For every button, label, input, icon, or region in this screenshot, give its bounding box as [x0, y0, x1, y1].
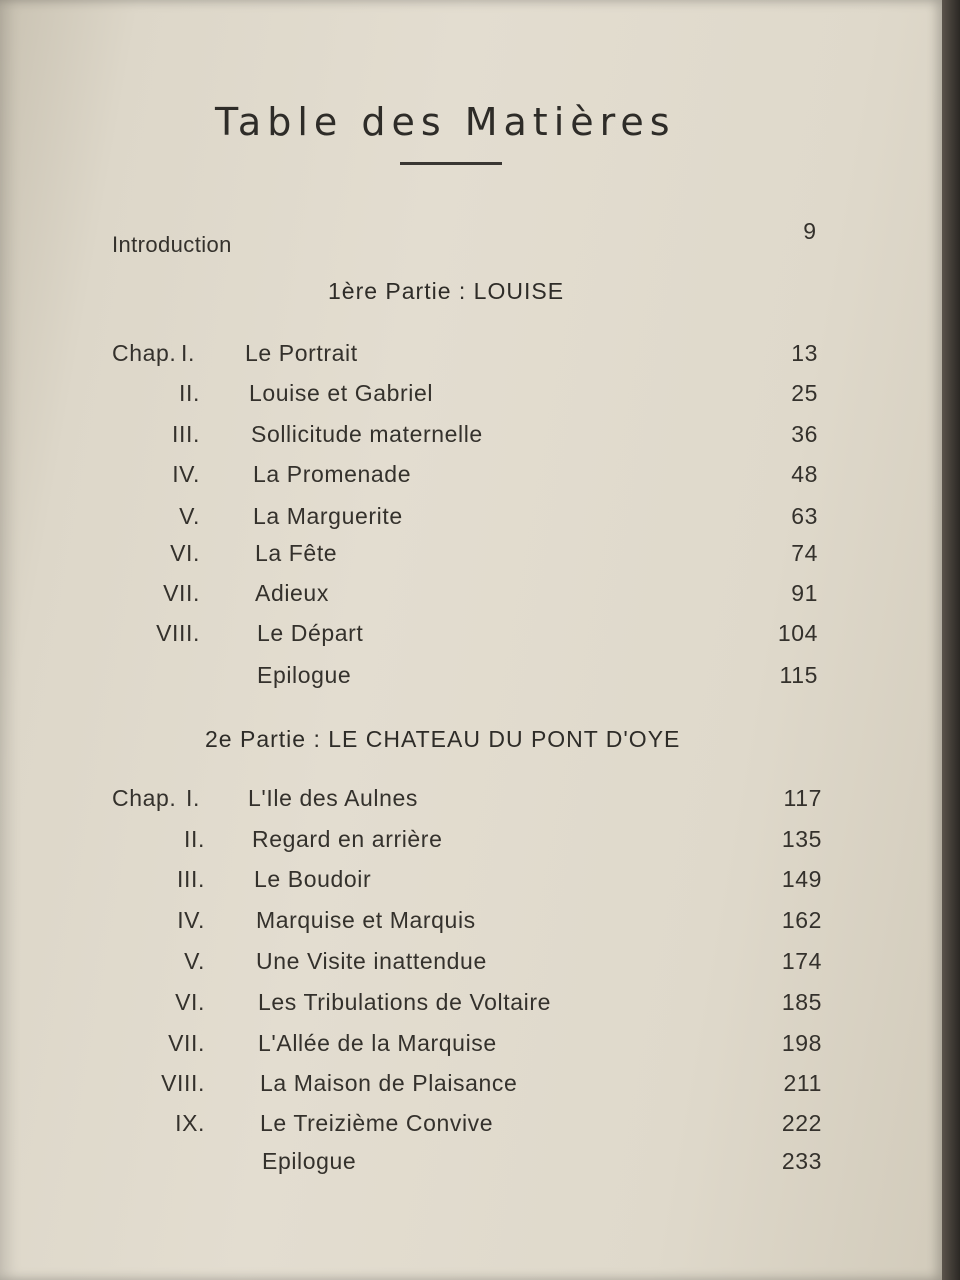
page-number: 48 — [791, 461, 818, 487]
chapter-number: V. — [179, 503, 200, 529]
page-number: 117 — [783, 785, 822, 811]
toc-entry — [0, 380, 942, 410]
toc-entry — [0, 503, 942, 533]
chapter-title: Adieux — [255, 580, 329, 606]
page-number: 104 — [777, 620, 818, 646]
toc-entry — [0, 1148, 942, 1178]
toc-entry — [0, 826, 942, 856]
chapter-title: Le Portrait — [245, 340, 358, 366]
page-number: 13 — [791, 340, 818, 366]
part-2-heading: 2e Partie : LE CHATEAU DU PONT D'OYE — [205, 726, 681, 752]
chapter-number: VIII. — [156, 620, 200, 646]
toc-entry — [0, 421, 942, 451]
chapter-number: VII. — [168, 1030, 205, 1056]
chapter-number: VII. — [163, 580, 200, 606]
toc-entry — [0, 461, 942, 491]
chapter-prefix: Chap. — [112, 785, 177, 811]
page-number: 36 — [791, 421, 818, 447]
chapter-title: Sollicitude maternelle — [251, 421, 483, 447]
chapter-number: I. — [181, 340, 195, 366]
toc-entry — [0, 662, 942, 692]
title-underline — [400, 162, 502, 165]
chapter-number: VI. — [170, 540, 200, 566]
chapter-title: Epilogue — [257, 662, 352, 688]
chapter-number: IV. — [172, 461, 200, 487]
page-number: 115 — [779, 662, 818, 688]
chapter-number: IX. — [175, 1110, 205, 1136]
toc-entry — [0, 1110, 942, 1140]
chapter-number: I. — [186, 785, 200, 811]
toc-entry — [0, 620, 942, 650]
page-number: 198 — [781, 1030, 822, 1056]
chapter-number: II. — [184, 826, 205, 852]
page-number: 162 — [781, 907, 822, 933]
chapter-title: L'Allée de la Marquise — [258, 1030, 497, 1056]
part-1-heading: 1ère Partie : LOUISE — [328, 278, 565, 304]
chapter-title: Le Boudoir — [254, 866, 372, 892]
chapter-number: V. — [184, 948, 205, 974]
chapter-number: IV. — [177, 907, 205, 933]
introduction-page: 9 — [803, 218, 816, 244]
chapter-number: VIII. — [161, 1070, 205, 1096]
book-edge — [942, 0, 960, 1280]
toc-entry — [0, 540, 942, 570]
chapter-title: La Marguerite — [253, 503, 403, 529]
chapter-prefix: Chap. — [112, 340, 177, 366]
chapter-title: Epilogue — [262, 1148, 357, 1174]
toc-entry — [0, 1030, 942, 1060]
chapter-title: Louise et Gabriel — [249, 380, 434, 406]
page-number: 233 — [781, 1148, 822, 1174]
page-number: 211 — [783, 1070, 822, 1096]
page-number: 149 — [781, 866, 822, 892]
toc-entry — [0, 580, 942, 610]
page-number: 185 — [781, 989, 822, 1015]
toc-entry — [0, 907, 942, 937]
chapter-title: La Fête — [255, 540, 338, 566]
toc-entry — [0, 1070, 942, 1100]
chapter-title: Le Départ — [257, 620, 364, 646]
toc-entry — [0, 340, 942, 370]
chapter-title: La Promenade — [253, 461, 412, 487]
chapter-title: Les Tribulations de Voltaire — [258, 989, 551, 1015]
chapter-title: La Maison de Plaisance — [260, 1070, 518, 1096]
introduction-label: Introduction — [112, 232, 232, 257]
chapter-title: Marquise et Marquis — [256, 907, 476, 933]
page-number: 174 — [781, 948, 822, 974]
chapter-title: Le Treizième Convive — [260, 1110, 494, 1136]
toc-entry — [0, 866, 942, 896]
page-number: 63 — [791, 503, 818, 529]
page-number: 74 — [791, 540, 818, 566]
chapter-number: VI. — [175, 989, 205, 1015]
toc-entry — [0, 989, 942, 1019]
chapter-title: L'Ile des Aulnes — [248, 785, 418, 811]
chapter-title: Regard en arrière — [252, 826, 443, 852]
toc-entry — [0, 785, 942, 815]
page-number: 25 — [791, 380, 818, 406]
toc-entry — [0, 948, 942, 978]
chapter-title: Une Visite inattendue — [256, 948, 487, 974]
page-number: 91 — [791, 580, 818, 606]
chapter-number: III. — [177, 866, 205, 892]
page-number: 222 — [781, 1110, 822, 1136]
chapter-number: III. — [172, 421, 200, 447]
page-title: Table des Matières — [215, 100, 676, 144]
chapter-number: II. — [179, 380, 200, 406]
page-number: 135 — [781, 826, 822, 852]
